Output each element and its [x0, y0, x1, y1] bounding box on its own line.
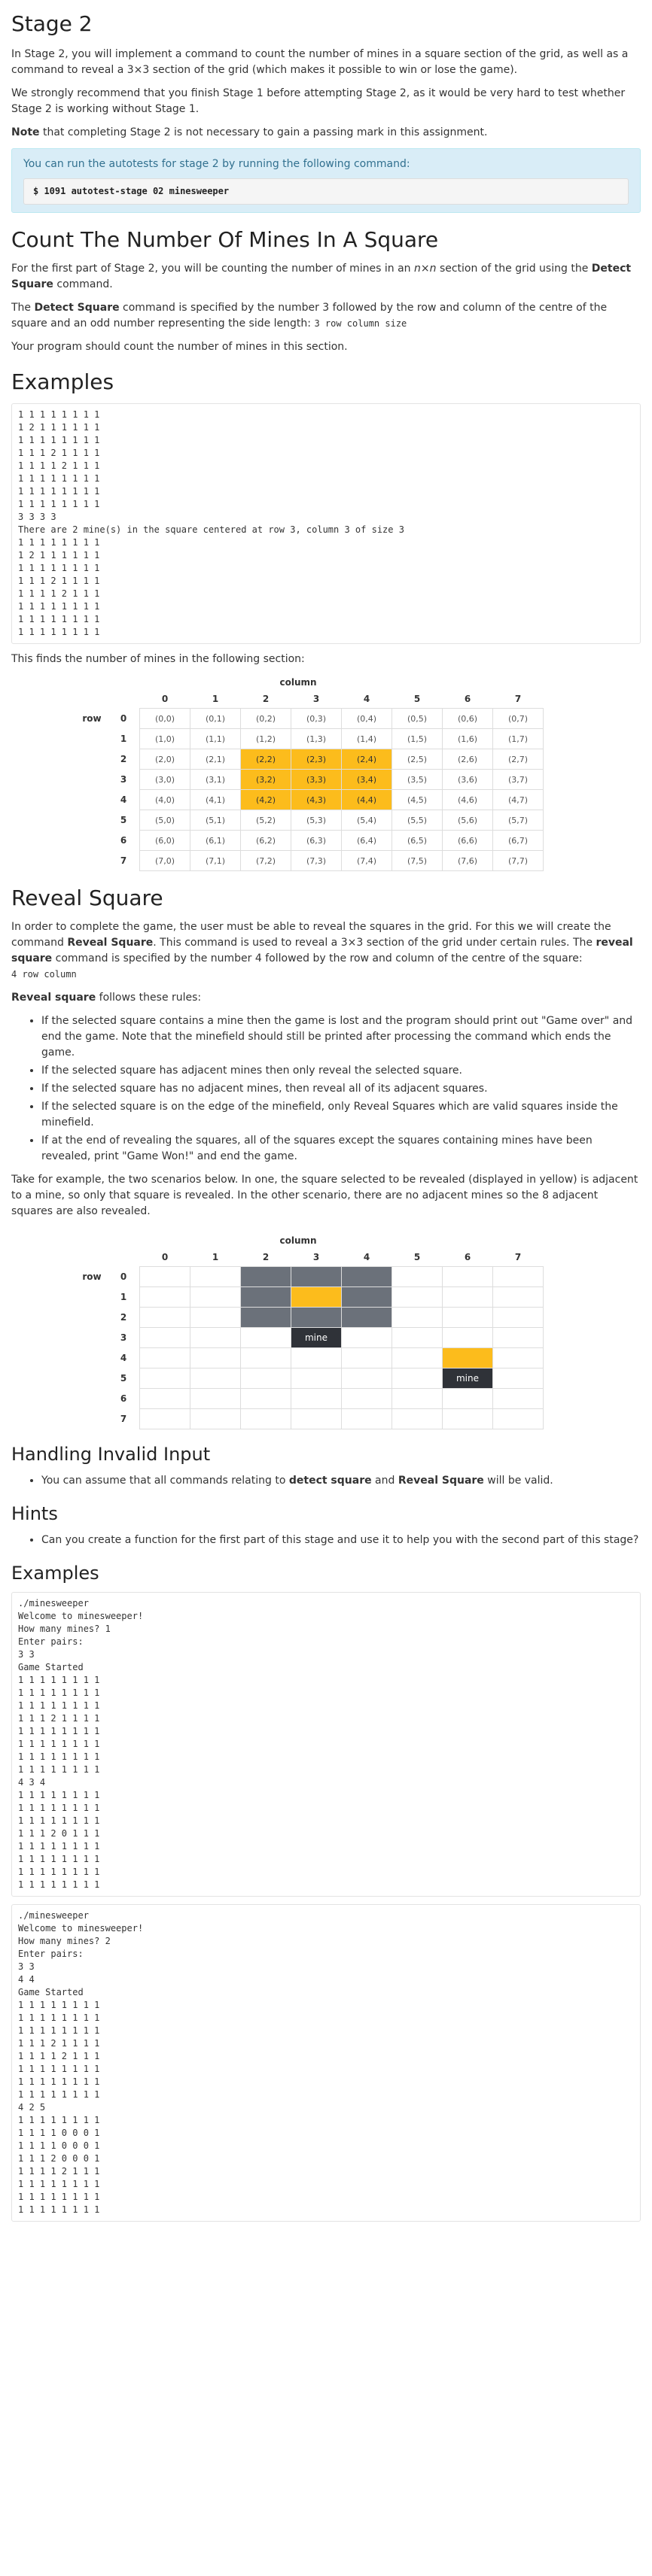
- inline-code: 4 row column: [11, 969, 77, 980]
- grid-cell: [140, 1308, 190, 1328]
- grid-cell: [241, 1348, 291, 1368]
- column-index: 3: [312, 1252, 320, 1262]
- grid-cell: (1,0): [140, 729, 190, 749]
- grid-cell: [493, 1348, 544, 1368]
- grid-cell: [392, 1348, 443, 1368]
- detect-square-bold: Detect Square: [11, 263, 632, 290]
- grid-cell: [493, 1267, 544, 1287]
- grid-cell: [342, 1267, 392, 1287]
- grid-cell: (3,4): [342, 770, 392, 790]
- text: The: [11, 302, 35, 314]
- grid-cell: [241, 1389, 291, 1409]
- grid-cell: (2,0): [140, 749, 190, 770]
- grid-cell: [291, 1267, 342, 1287]
- row-index: 1: [120, 1291, 127, 1302]
- row-index: 2: [120, 1311, 127, 1323]
- corner: [108, 1249, 140, 1267]
- grid-cell: [392, 1328, 443, 1348]
- grid-cell: (3,2): [241, 770, 291, 790]
- text: You can assume that all commands relating to: [41, 1475, 289, 1487]
- grid-cell: [291, 1308, 342, 1328]
- row-index: 3: [120, 1332, 127, 1343]
- stage-title: Stage 2: [11, 11, 93, 36]
- grid-cell: (1,6): [443, 729, 493, 749]
- grid-cell: (2,7): [493, 749, 544, 770]
- text: will be valid.: [483, 1475, 553, 1487]
- row-label-blank: [76, 770, 108, 790]
- corner: [76, 1249, 108, 1267]
- column-index: 4: [363, 1252, 370, 1262]
- row-index: 6: [120, 1393, 127, 1404]
- grid-cell: (4,2): [241, 790, 291, 810]
- column-label: column: [279, 1235, 317, 1246]
- column-index: 1: [212, 694, 219, 704]
- grid-cell: (2,3): [291, 749, 342, 770]
- grid-cell: [392, 1368, 443, 1389]
- grid-cell: [493, 1287, 544, 1308]
- intro-paragraph-3: [11, 125, 641, 141]
- grid-cell: [241, 1267, 291, 1287]
- grid-cell: (2,2): [241, 749, 291, 770]
- grid-cell: (5,7): [493, 810, 544, 831]
- text: command.: [53, 278, 113, 290]
- row-index: 5: [120, 814, 127, 825]
- column-label: column: [279, 677, 317, 688]
- detect-square-bold: Detect Square: [34, 302, 120, 314]
- grid-cell: [241, 1308, 291, 1328]
- detect-grid-table: [76, 691, 544, 871]
- text: follows these rules:: [96, 992, 202, 1004]
- grid-cell: (7,6): [443, 851, 493, 871]
- row-label: row: [82, 712, 102, 724]
- row-label-blank: [76, 810, 108, 831]
- grid-cell: [493, 1368, 544, 1389]
- column-index: 3: [312, 694, 320, 704]
- grid-cell: [190, 1409, 241, 1429]
- grid-cell: [241, 1409, 291, 1429]
- grid-cell: (0,5): [392, 709, 443, 729]
- grid-cell: (1,3): [291, 729, 342, 749]
- grid-cell: [291, 1368, 342, 1389]
- grid-cell: [493, 1308, 544, 1328]
- column-index: 2: [262, 1252, 270, 1262]
- grid-cell: (3,5): [392, 770, 443, 790]
- grid-cell: (5,3): [291, 810, 342, 831]
- detect-square-bold: detect square: [288, 1475, 372, 1487]
- grid-cell: [140, 1267, 190, 1287]
- grid-cell: (6,5): [392, 831, 443, 851]
- text: command is specified by the number 3 followed by the row and column of the centre of the square and an odd number representing the side length:: [11, 302, 608, 330]
- grid-cell: (0,6): [443, 709, 493, 729]
- grid-cell: (1,4): [342, 729, 392, 749]
- grid-cell: [291, 1348, 342, 1368]
- grid-cell: [190, 1368, 241, 1389]
- grid-cell: [342, 1368, 392, 1389]
- example-output-3: ./minesweeper Welcome to minesweeper! How many mines? 2 Enter pairs: 3 3 4 4 Game Started 1 1 1 1 1 1 1 1 1 1 1 1 1 1 1 1 1 1 1 1 1 1 1 1 1 1 1 2 1 1 1 1 1 1 1 1 2 1 1 1 1 1 1 1 1 1 1 1 1 1 1 1 1 1 1 1 1 1 1 1 1 1 1 1 4 2 5 1 1 1 1 1 1 1 1 1 1 1 1 0 0 0 1 1 1 1 1 0 0 0 1 1 1 1 2 0 0 0 1 1 1 1 1 2 1 1 1 1 1 1 1 1 1 1 1 1 1 1 1 1 1 1 1 1 1 1 1 1 1 1 1: [11, 1904, 641, 2222]
- grid-cell: mine: [443, 1368, 493, 1389]
- reveal-square-bold: reveal square: [11, 937, 633, 964]
- row-label: row: [82, 1271, 102, 1282]
- note-bold: Note: [11, 126, 40, 138]
- column-index: 7: [514, 694, 522, 704]
- count-paragraph-2: [11, 300, 641, 332]
- grid-cell: (4,3): [291, 790, 342, 810]
- invalid-heading: Handling Invalid Input: [11, 1444, 211, 1465]
- corner: [76, 691, 108, 709]
- grid-cell: (2,5): [392, 749, 443, 770]
- grid-cell: [190, 1348, 241, 1368]
- grid-cell: [493, 1389, 544, 1409]
- row-index: 0: [120, 1271, 127, 1282]
- grid-cell: (7,3): [291, 851, 342, 871]
- text: For the first part of Stage 2, you will be counting the number of mines in an: [11, 263, 415, 275]
- column-index: 5: [413, 694, 421, 704]
- grid-cell: (6,1): [190, 831, 241, 851]
- grid-cell: (5,6): [443, 810, 493, 831]
- grid-cell: (6,6): [443, 831, 493, 851]
- inline-code: 3 row column size: [314, 318, 407, 329]
- count-heading: Count The Number Of Mines In A Square: [11, 227, 439, 252]
- invalid-list: [11, 1473, 641, 1489]
- invalid-item: [41, 1473, 641, 1489]
- grid-cell: (7,0): [140, 851, 190, 871]
- grid-cell: [241, 1368, 291, 1389]
- column-index: 6: [464, 1252, 471, 1262]
- column-index: 4: [363, 694, 370, 704]
- grid-cell: [443, 1389, 493, 1409]
- grid-cell: (7,2): [241, 851, 291, 871]
- column-index: 7: [514, 1252, 522, 1262]
- grid-cell: [140, 1287, 190, 1308]
- grid-cell: [241, 1287, 291, 1308]
- grid-cell: (4,1): [190, 790, 241, 810]
- text: command is specified by the number 4 followed by the row and column of the centre of the square:: [52, 952, 583, 964]
- rule-item: • If the selected square is on the edge of the minefield, only Reveal Squares which are valid squares inside the minefield.: [41, 1099, 641, 1131]
- grid-cell: (2,6): [443, 749, 493, 770]
- grid-cell: [140, 1368, 190, 1389]
- intro-paragraph-2: We strongly recommend that you finish Stage 1 before attempting Stage 2, as it would be very hard to test whether Stage 2 is working without Stage 1.: [11, 87, 626, 115]
- rule-item: • If the selected square has adjacent mines then only reveal the selected square.: [41, 1063, 641, 1079]
- grid-cell: [241, 1328, 291, 1348]
- grid-cell: (3,1): [190, 770, 241, 790]
- grid-cell: (0,1): [190, 709, 241, 729]
- reveal-heading: Reveal Square: [11, 886, 163, 910]
- row-index: 3: [120, 773, 127, 785]
- row-label-blank: [76, 1409, 108, 1429]
- grid-cell: (0,3): [291, 709, 342, 729]
- grid-cell: [443, 1308, 493, 1328]
- grid-cell: (0,2): [241, 709, 291, 729]
- autotest-command[interactable]: $ 1091 autotest-stage 02 minesweeper: [23, 178, 629, 205]
- row-index: 4: [120, 794, 127, 805]
- column-index: 0: [161, 694, 169, 704]
- row-index: 7: [120, 855, 127, 866]
- row-index: 5: [120, 1372, 127, 1384]
- grid-cell: (3,7): [493, 770, 544, 790]
- grid-cell: [190, 1308, 241, 1328]
- example-output-1: 1 1 1 1 1 1 1 1 1 2 1 1 1 1 1 1 1 1 1 1 1 1 1 1 1 1 1 2 1 1 1 1 1 1 1 1 2 1 1 1 1 1 1 1 1 1 1 1 1 1 1 1 1 1 1 1 1 1 1 1 1 1 1 1 3 3 3 3 There are 2 mine(s) in the square centered at row 3, column 3 of size 3 1 1 1 1 1 1 1 1 1 2 1 1 1 1 1 1 1 1 1 1 1 1 1 1 1 1 1 2 1 1 1 1 1 1 1 1 2 1 1 1 1 1 1 1 1 1 1 1 1 1 1 1 1 1 1 1 1 1 1 1 1 1 1 1: [11, 403, 641, 644]
- grid-cell: (1,1): [190, 729, 241, 749]
- rule-item: • If the selected square has no adjacent mines, then reveal all of its adjacent squares.: [41, 1081, 641, 1097]
- grid-cell: (4,0): [140, 790, 190, 810]
- grid-cell: [190, 1267, 241, 1287]
- grid-cell: [190, 1389, 241, 1409]
- grid-cell: mine: [291, 1328, 342, 1348]
- rules-intro: [11, 990, 641, 1006]
- autotest-callout: [11, 148, 641, 213]
- grid-cell: [392, 1389, 443, 1409]
- row-index: 0: [120, 712, 127, 724]
- grid-cell: [443, 1409, 493, 1429]
- example-output-2: ./minesweeper Welcome to minesweeper! How many mines? 1 Enter pairs: 3 3 Game Started 1 1 1 1 1 1 1 1 1 1 1 1 1 1 1 1 1 1 1 1 1 1 1 1 1 1 1 2 1 1 1 1 1 1 1 1 1 1 1 1 1 1 1 1 1 1 1 1 1 1 1 1 1 1 1 1 1 1 1 1 1 1 1 1 4 3 4 1 1 1 1 1 1 1 1 1 1 1 1 1 1 1 1 1 1 1 1 1 1 1 1 1 1 1 2 0 1 1 1 1 1 1 1 1 1 1 1 1 1 1 1 1 1 1 1 1 1 1 1 1 1 1 1 1 1 1 1 1 1 1 1: [11, 1592, 641, 1897]
- grid-cell: (1,7): [493, 729, 544, 749]
- grid-cell: [443, 1328, 493, 1348]
- row-label-blank: [76, 851, 108, 871]
- grid-cell: [190, 1287, 241, 1308]
- grid-cell: [342, 1287, 392, 1308]
- grid-cell: [140, 1409, 190, 1429]
- row-index: 4: [120, 1352, 127, 1363]
- column-index: 5: [413, 1252, 421, 1262]
- text: section of the grid using the: [436, 263, 592, 275]
- nxn-text: n×n: [414, 263, 437, 275]
- grid-cell: (3,0): [140, 770, 190, 790]
- grid-cell: [443, 1348, 493, 1368]
- grid-cell: (7,5): [392, 851, 443, 871]
- text: and: [371, 1475, 398, 1487]
- rule-item: • If at the end of revealing the squares, all of the squares except the squares containing mines have been revealed, print "Game Won!" and end the game.: [41, 1133, 641, 1165]
- grid-cell: (0,7): [493, 709, 544, 729]
- grid-cell: (2,4): [342, 749, 392, 770]
- grid-cell: [140, 1348, 190, 1368]
- grid-cell: (6,7): [493, 831, 544, 851]
- text: . This command is used to reveal a 3×3 section of the grid under certain rules. The: [153, 937, 596, 949]
- grid-cell: (3,3): [291, 770, 342, 790]
- examples2-heading: Examples: [11, 1563, 99, 1584]
- hints-heading: Hints: [11, 1503, 58, 1524]
- hints-list: [11, 1533, 641, 1548]
- grid-cell: (3,6): [443, 770, 493, 790]
- rules-list: [11, 1013, 641, 1165]
- autotest-text: You can run the autotests for stage 2 by running the following command:: [23, 158, 410, 170]
- grid-cell: (6,2): [241, 831, 291, 851]
- row-label-blank: [76, 1308, 108, 1328]
- count-paragraph-3: Your program should count the number of mines in this section.: [11, 341, 348, 353]
- finds-text: This finds the number of mines in the following section:: [11, 653, 305, 665]
- grid-cell: (4,7): [493, 790, 544, 810]
- column-index: 0: [161, 1252, 169, 1262]
- grid-cell: (6,4): [342, 831, 392, 851]
- row-label-blank: [76, 1389, 108, 1409]
- grid-cell: [342, 1389, 392, 1409]
- grid-cell: (5,0): [140, 810, 190, 831]
- grid-cell: (1,2): [241, 729, 291, 749]
- grid-cell: [190, 1328, 241, 1348]
- row-index: 6: [120, 834, 127, 846]
- row-label-blank: [76, 1328, 108, 1348]
- scenario-text: Take for example, the two scenarios below. In one, the square selected to be revealed (displayed in yellow) is adjacent to a mine, so only that square is revealed. In the other scenario, there are no adjacent mines so the 8 adjacent squares are also revealed.: [11, 1174, 638, 1217]
- hint-item: • Can you create a function for the first part of this stage and use it to help you with the second part of this stage?: [41, 1533, 641, 1548]
- grid-cell: (5,5): [392, 810, 443, 831]
- intro-paragraph-1: In Stage 2, you will implement a command to count the number of mines in a square section of the grid, as well as a command to reveal a 3×3 section of the grid (which makes it possible to win or lose the game).: [11, 48, 629, 76]
- column-index: 6: [464, 694, 471, 704]
- grid-cell: [291, 1287, 342, 1308]
- grid-cell: [392, 1409, 443, 1429]
- grid-cell: (5,2): [241, 810, 291, 831]
- grid-cell: (4,6): [443, 790, 493, 810]
- grid-cell: [392, 1267, 443, 1287]
- grid-cell: (2,1): [190, 749, 241, 770]
- grid-cell: [342, 1348, 392, 1368]
- grid-cell: [493, 1328, 544, 1348]
- text: In order to complete the game, the user must be able to reveal the squares in the grid. For this we will create the command: [11, 921, 611, 949]
- row-index: 2: [120, 753, 127, 764]
- row-label-blank: [76, 790, 108, 810]
- reveal-grid: [11, 1233, 641, 1429]
- grid-cell: (0,4): [342, 709, 392, 729]
- grid-cell: (5,4): [342, 810, 392, 831]
- reveal-paragraph-1: [11, 919, 641, 983]
- row-label-blank: [76, 831, 108, 851]
- grid-cell: [493, 1409, 544, 1429]
- grid-cell: [443, 1267, 493, 1287]
- row-label-blank: [76, 1287, 108, 1308]
- page: [11, 0, 641, 2222]
- grid-cell: [140, 1389, 190, 1409]
- reveal-grid-table: [76, 1249, 544, 1429]
- grid-cell: (6,3): [291, 831, 342, 851]
- grid-cell: [140, 1328, 190, 1348]
- grid-cell: [342, 1328, 392, 1348]
- rule-item: • If the selected square contains a mine then the game is lost and the program should print out "Game over" and end the game. Note that the minefield should still be printed after processing the command which ends the game.: [41, 1013, 641, 1061]
- grid-cell: (7,7): [493, 851, 544, 871]
- grid-cell: [291, 1409, 342, 1429]
- column-index: 2: [262, 694, 270, 704]
- detect-grid: [11, 675, 641, 871]
- row-label-blank: [76, 749, 108, 770]
- row-label-blank: [76, 729, 108, 749]
- row-label-blank: [76, 1368, 108, 1389]
- grid-cell: (7,1): [190, 851, 241, 871]
- column-index: 1: [212, 1252, 219, 1262]
- grid-cell: [342, 1308, 392, 1328]
- grid-cell: (0,0): [140, 709, 190, 729]
- examples-heading: Examples: [11, 369, 114, 394]
- reveal-square-bold: Reveal Square: [398, 1475, 484, 1487]
- grid-cell: [443, 1287, 493, 1308]
- corner: [108, 691, 140, 709]
- count-paragraph-1: [11, 261, 641, 293]
- grid-cell: (4,5): [392, 790, 443, 810]
- row-index: 7: [120, 1413, 127, 1424]
- grid-cell: (4,4): [342, 790, 392, 810]
- grid-cell: [392, 1308, 443, 1328]
- grid-cell: (5,1): [190, 810, 241, 831]
- row-index: 1: [120, 733, 127, 744]
- rules-bold: Reveal square: [11, 992, 96, 1004]
- grid-cell: (7,4): [342, 851, 392, 871]
- reveal-square-bold: Reveal Square: [67, 937, 154, 949]
- grid-cell: (1,5): [392, 729, 443, 749]
- note-text: that completing Stage 2 is not necessary to gain a passing mark in this assignment.: [39, 126, 488, 138]
- grid-cell: [291, 1389, 342, 1409]
- grid-cell: [392, 1287, 443, 1308]
- grid-cell: [342, 1409, 392, 1429]
- grid-cell: (6,0): [140, 831, 190, 851]
- row-label-blank: [76, 1348, 108, 1368]
